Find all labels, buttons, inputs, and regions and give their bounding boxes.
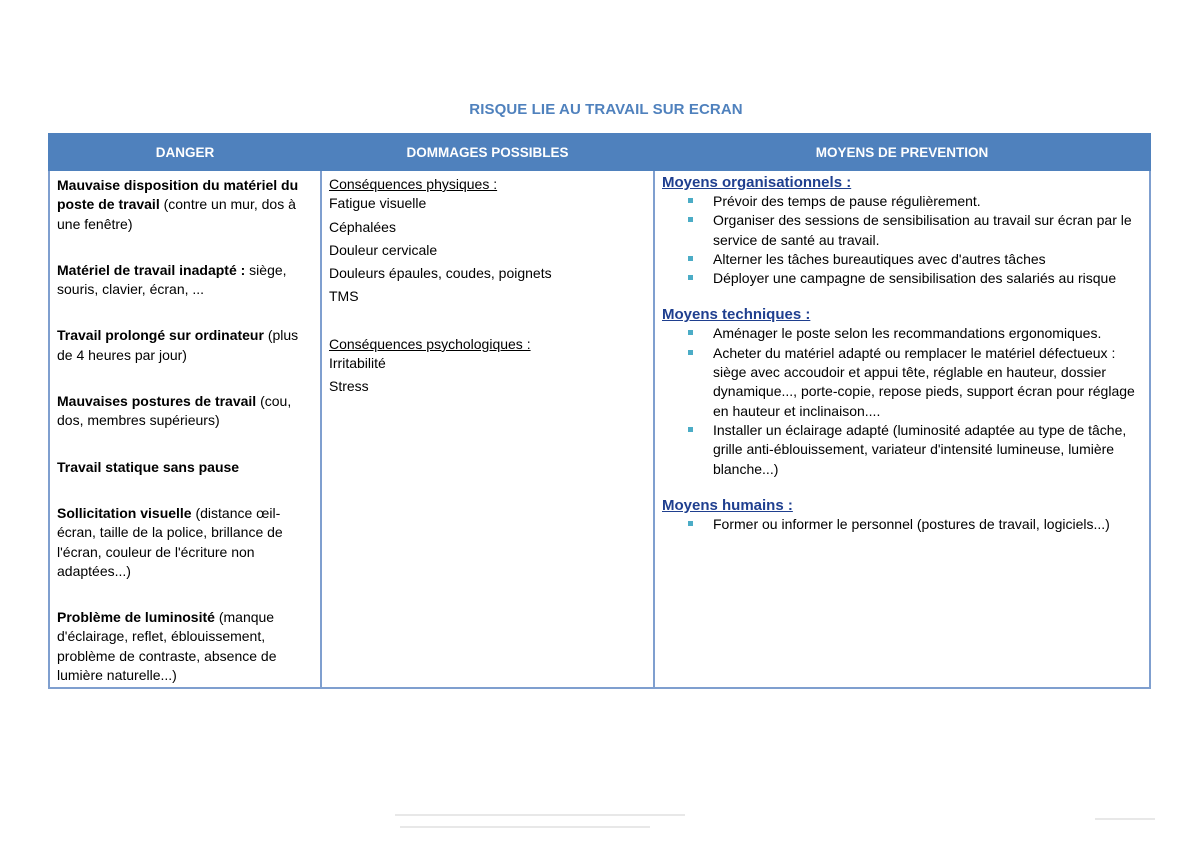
square-bullet-icon — [688, 198, 693, 203]
technical-heading: Moyens techniques : — [662, 306, 811, 324]
scan-artifact — [400, 826, 650, 828]
danger-item — [57, 458, 314, 477]
square-bullet-icon — [688, 256, 693, 261]
square-bullet-icon — [688, 330, 693, 335]
damage-item: TMS — [329, 288, 359, 305]
list-item — [713, 250, 1141, 269]
list-item-text: Aménager le poste selon les recommandations ergonomiques. — [713, 325, 1102, 342]
danger-title: Travail prolongé sur ordinateur — [57, 327, 264, 344]
danger-title: Mauvaise disposition du matériel du poste de travail — [57, 177, 299, 213]
scan-artifact — [1095, 818, 1155, 820]
danger-detail: (contre un mur, dos à une fenêtre) — [57, 196, 296, 232]
human-heading: Moyens humains : — [662, 496, 793, 514]
square-bullet-icon — [688, 521, 693, 526]
damage-item: Stress — [329, 378, 369, 395]
list-item-text: Prévoir des temps de pause régulièrement. — [713, 193, 981, 209]
danger-detail: (manque d'éclairage, reflet, éblouissement, problème de contraste, absence de lumière naturelle...) — [57, 609, 277, 684]
danger-item — [57, 326, 314, 365]
list-item — [713, 344, 1141, 421]
danger-title: Sollicitation visuelle — [57, 504, 192, 521]
danger-title: Travail statique sans pause — [57, 458, 240, 475]
prevention-cell — [654, 170, 1150, 688]
list-item-text: Acheter du matériel adapté ou remplacer le matériel défectueux : siège avec accoudoir et appui tête, réglable en hauteur, dossier dynamique..., porte-copie, repose pieds, support écran pour réglage en hauteur et inclinaison.... — [713, 344, 1135, 419]
square-bullet-icon — [688, 350, 693, 355]
physical-consequences-heading: Conséquences physiques : — [329, 176, 498, 192]
header-danger: DANGER — [49, 134, 321, 170]
damage-item: Irritabilité — [329, 355, 386, 372]
scan-artifact — [395, 814, 685, 816]
danger-detail: siège, souris, clavier, écran, ... — [57, 261, 287, 298]
danger-cell — [49, 170, 321, 688]
damage-item: Douleurs épaules, coudes, poignets — [329, 265, 552, 282]
human-list — [662, 515, 1141, 534]
list-item — [713, 421, 1141, 479]
list-item-text: Former ou informer le personnel (postures de travail, logiciels...) — [713, 515, 1110, 532]
danger-item — [57, 176, 314, 234]
list-item — [713, 269, 1141, 288]
square-bullet-icon — [688, 275, 693, 280]
damage-item: Fatigue visuelle — [329, 195, 427, 212]
list-item — [713, 324, 1141, 343]
list-item-text: Installer un éclairage adapté (luminosité adaptée au type de tâche, grille anti-éblouissement, variateur d'intensité lumineuse, lumière blanche...) — [713, 421, 1127, 477]
danger-item — [57, 608, 314, 685]
damage-item: Douleur cervicale — [329, 241, 438, 258]
header-prevention: MOYENS DE PREVENTION — [654, 134, 1150, 170]
danger-detail: (cou, dos, membres supérieurs) — [57, 393, 292, 429]
danger-detail: (distance œil-écran, taille de la police, brillance de l'écran, couleur de l'écriture non adaptées...) — [57, 504, 283, 579]
list-item-text: Organiser des sessions de sensibilisation au travail sur écran par le service de santé au travail. — [713, 212, 1132, 248]
list-item — [713, 211, 1141, 250]
danger-title: Problème de luminosité — [57, 609, 215, 626]
danger-title: Mauvaises postures de travail — [57, 393, 257, 410]
danger-item — [57, 261, 314, 300]
table-row — [49, 170, 1150, 688]
list-item-text: Alterner les tâches bureautiques avec d'autres tâches — [713, 250, 1046, 267]
list-item — [713, 515, 1141, 534]
risk-table — [48, 133, 1151, 689]
table-header-row — [49, 134, 1150, 170]
damage-item: Céphalées — [329, 218, 396, 235]
list-item-text: Déployer une campagne de sensibilisation des salariés au risque — [713, 270, 1117, 287]
technical-list — [662, 324, 1141, 478]
danger-item — [57, 392, 314, 431]
psychological-consequences-heading: Conséquences psychologiques : — [329, 335, 531, 352]
list-item — [713, 192, 1141, 211]
square-bullet-icon — [688, 427, 693, 432]
danger-item — [57, 504, 314, 581]
danger-detail: (plus de 4 heures par jour) — [57, 327, 299, 363]
organisational-list — [662, 192, 1141, 288]
damages-cell — [321, 170, 654, 688]
organisational-heading: Moyens organisationnels : — [662, 174, 852, 191]
header-damages: DOMMAGES POSSIBLES — [321, 134, 654, 170]
square-bullet-icon — [688, 217, 693, 222]
page-title: RISQUE LIE AU TRAVAIL SUR ECRAN — [469, 101, 743, 118]
danger-title: Matériel de travail inadapté : — [57, 261, 246, 278]
